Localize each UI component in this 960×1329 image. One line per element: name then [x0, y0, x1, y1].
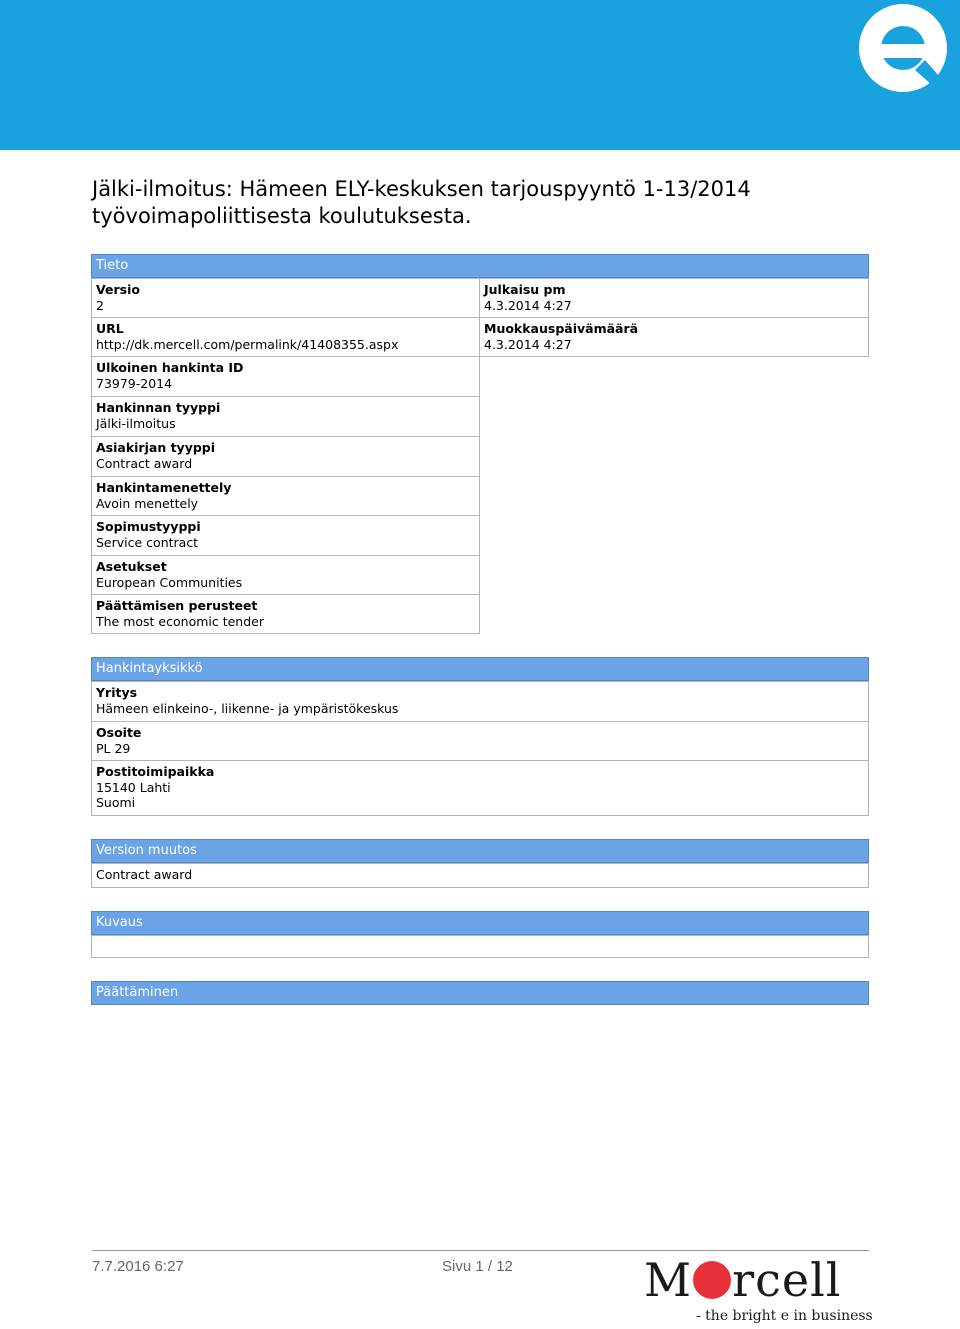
- field-label: Ulkoinen hankinta ID: [96, 360, 244, 375]
- field-value: Avoin menettely: [96, 495, 199, 511]
- field-yritys: [91, 681, 869, 722]
- logo-letters-rcell: rcell: [732, 1253, 842, 1307]
- field-sopimustyyppi: [91, 515, 480, 556]
- field-value: 4.3.2014 4:27: [484, 297, 572, 313]
- field-asetukset: [91, 555, 480, 595]
- field-label: Hankintamenettely: [96, 480, 232, 495]
- field-paattamisen-perusteet: [91, 594, 480, 634]
- field-url: [91, 317, 480, 357]
- url-link[interactable]: http://dk.mercell.com/permalink/41408355.aspx: [96, 336, 399, 352]
- field-ulkoinen-hankinta-id: [91, 356, 480, 397]
- field-label: Julkaisu pm: [484, 282, 566, 297]
- document-title-line-1: Jälki-ilmoitus: Hämeen ELY-keskuksen tarjouspyyntö 1-13/2014: [92, 177, 751, 201]
- field-value: Service contract: [96, 534, 199, 550]
- field-value: Contract award: [96, 867, 193, 882]
- document-title-line-2: työvoimapoliittisesta koulutuksesta.: [92, 204, 472, 228]
- field-version-muutos: [91, 863, 869, 888]
- field-label: Postitoimipaikka: [96, 764, 215, 779]
- section-header-hankintayksikko: Hankintayksikkö: [91, 657, 869, 681]
- field-value: 2: [96, 297, 104, 313]
- field-label: Osoite: [96, 725, 142, 740]
- field-value: PL 29: [96, 740, 131, 756]
- field-value: 4.3.2014 4:27: [484, 336, 572, 352]
- logo-letter-m: M: [644, 1253, 693, 1307]
- section-header-version-muutos: Version muutos: [91, 839, 869, 863]
- field-label: Versio: [96, 282, 140, 297]
- section-header-paattaminen: Päättäminen: [91, 981, 869, 1005]
- field-versio: [91, 278, 480, 318]
- field-julkaisu-pm: [479, 278, 869, 318]
- footer-date: 7.7.2016 6:27: [92, 1258, 184, 1275]
- logo-e-icon: [693, 1261, 731, 1299]
- field-label: Asetukset: [96, 559, 167, 574]
- field-label: Sopimustyyppi: [96, 519, 201, 534]
- field-value: Hämeen elinkeino-, liikenne- ja ympäristökeskus: [96, 700, 399, 716]
- field-label: URL: [96, 321, 124, 336]
- field-value: 73979-2014: [96, 375, 173, 391]
- header-banner: [0, 0, 960, 160]
- header-banner-graphic: [0, 0, 960, 160]
- field-value: Jälki-ilmoitus: [96, 415, 176, 431]
- section-header-kuvaus: Kuvaus: [91, 911, 869, 935]
- field-postitoimipaikka: [91, 760, 869, 816]
- field-label: Asiakirjan tyyppi: [96, 440, 216, 455]
- logo-wordmark: [644, 1254, 842, 1306]
- field-value: Contract award: [96, 455, 193, 471]
- document-title: [92, 176, 872, 230]
- field-value-country: Suomi: [96, 795, 136, 810]
- field-muokkauspaivamaara: [479, 317, 869, 357]
- field-hankintamenettely: [91, 476, 480, 516]
- mercell-logo: [640, 1253, 873, 1329]
- field-osoite: [91, 721, 869, 761]
- field-value: European Communities: [96, 574, 243, 590]
- field-kuvaus: [91, 935, 869, 958]
- section-header-tieto: Tieto: [91, 254, 869, 278]
- field-label: Hankinnan tyyppi: [96, 400, 221, 415]
- field-value: 15140 Lahti: [96, 779, 171, 795]
- field-hankinnan-tyyppi: [91, 396, 480, 437]
- field-label: Muokkauspäivämäärä: [484, 321, 639, 336]
- field-label: Yritys: [96, 685, 138, 700]
- field-value: The most economic tender: [96, 613, 264, 629]
- field-asiakirjan-tyyppi: [91, 436, 480, 477]
- footer-page-number: Sivu 1 / 12: [442, 1258, 513, 1275]
- footer-divider: [92, 1250, 869, 1251]
- logo-tagline: - the bright e in business: [696, 1308, 873, 1324]
- field-label: Päättämisen perusteet: [96, 598, 258, 613]
